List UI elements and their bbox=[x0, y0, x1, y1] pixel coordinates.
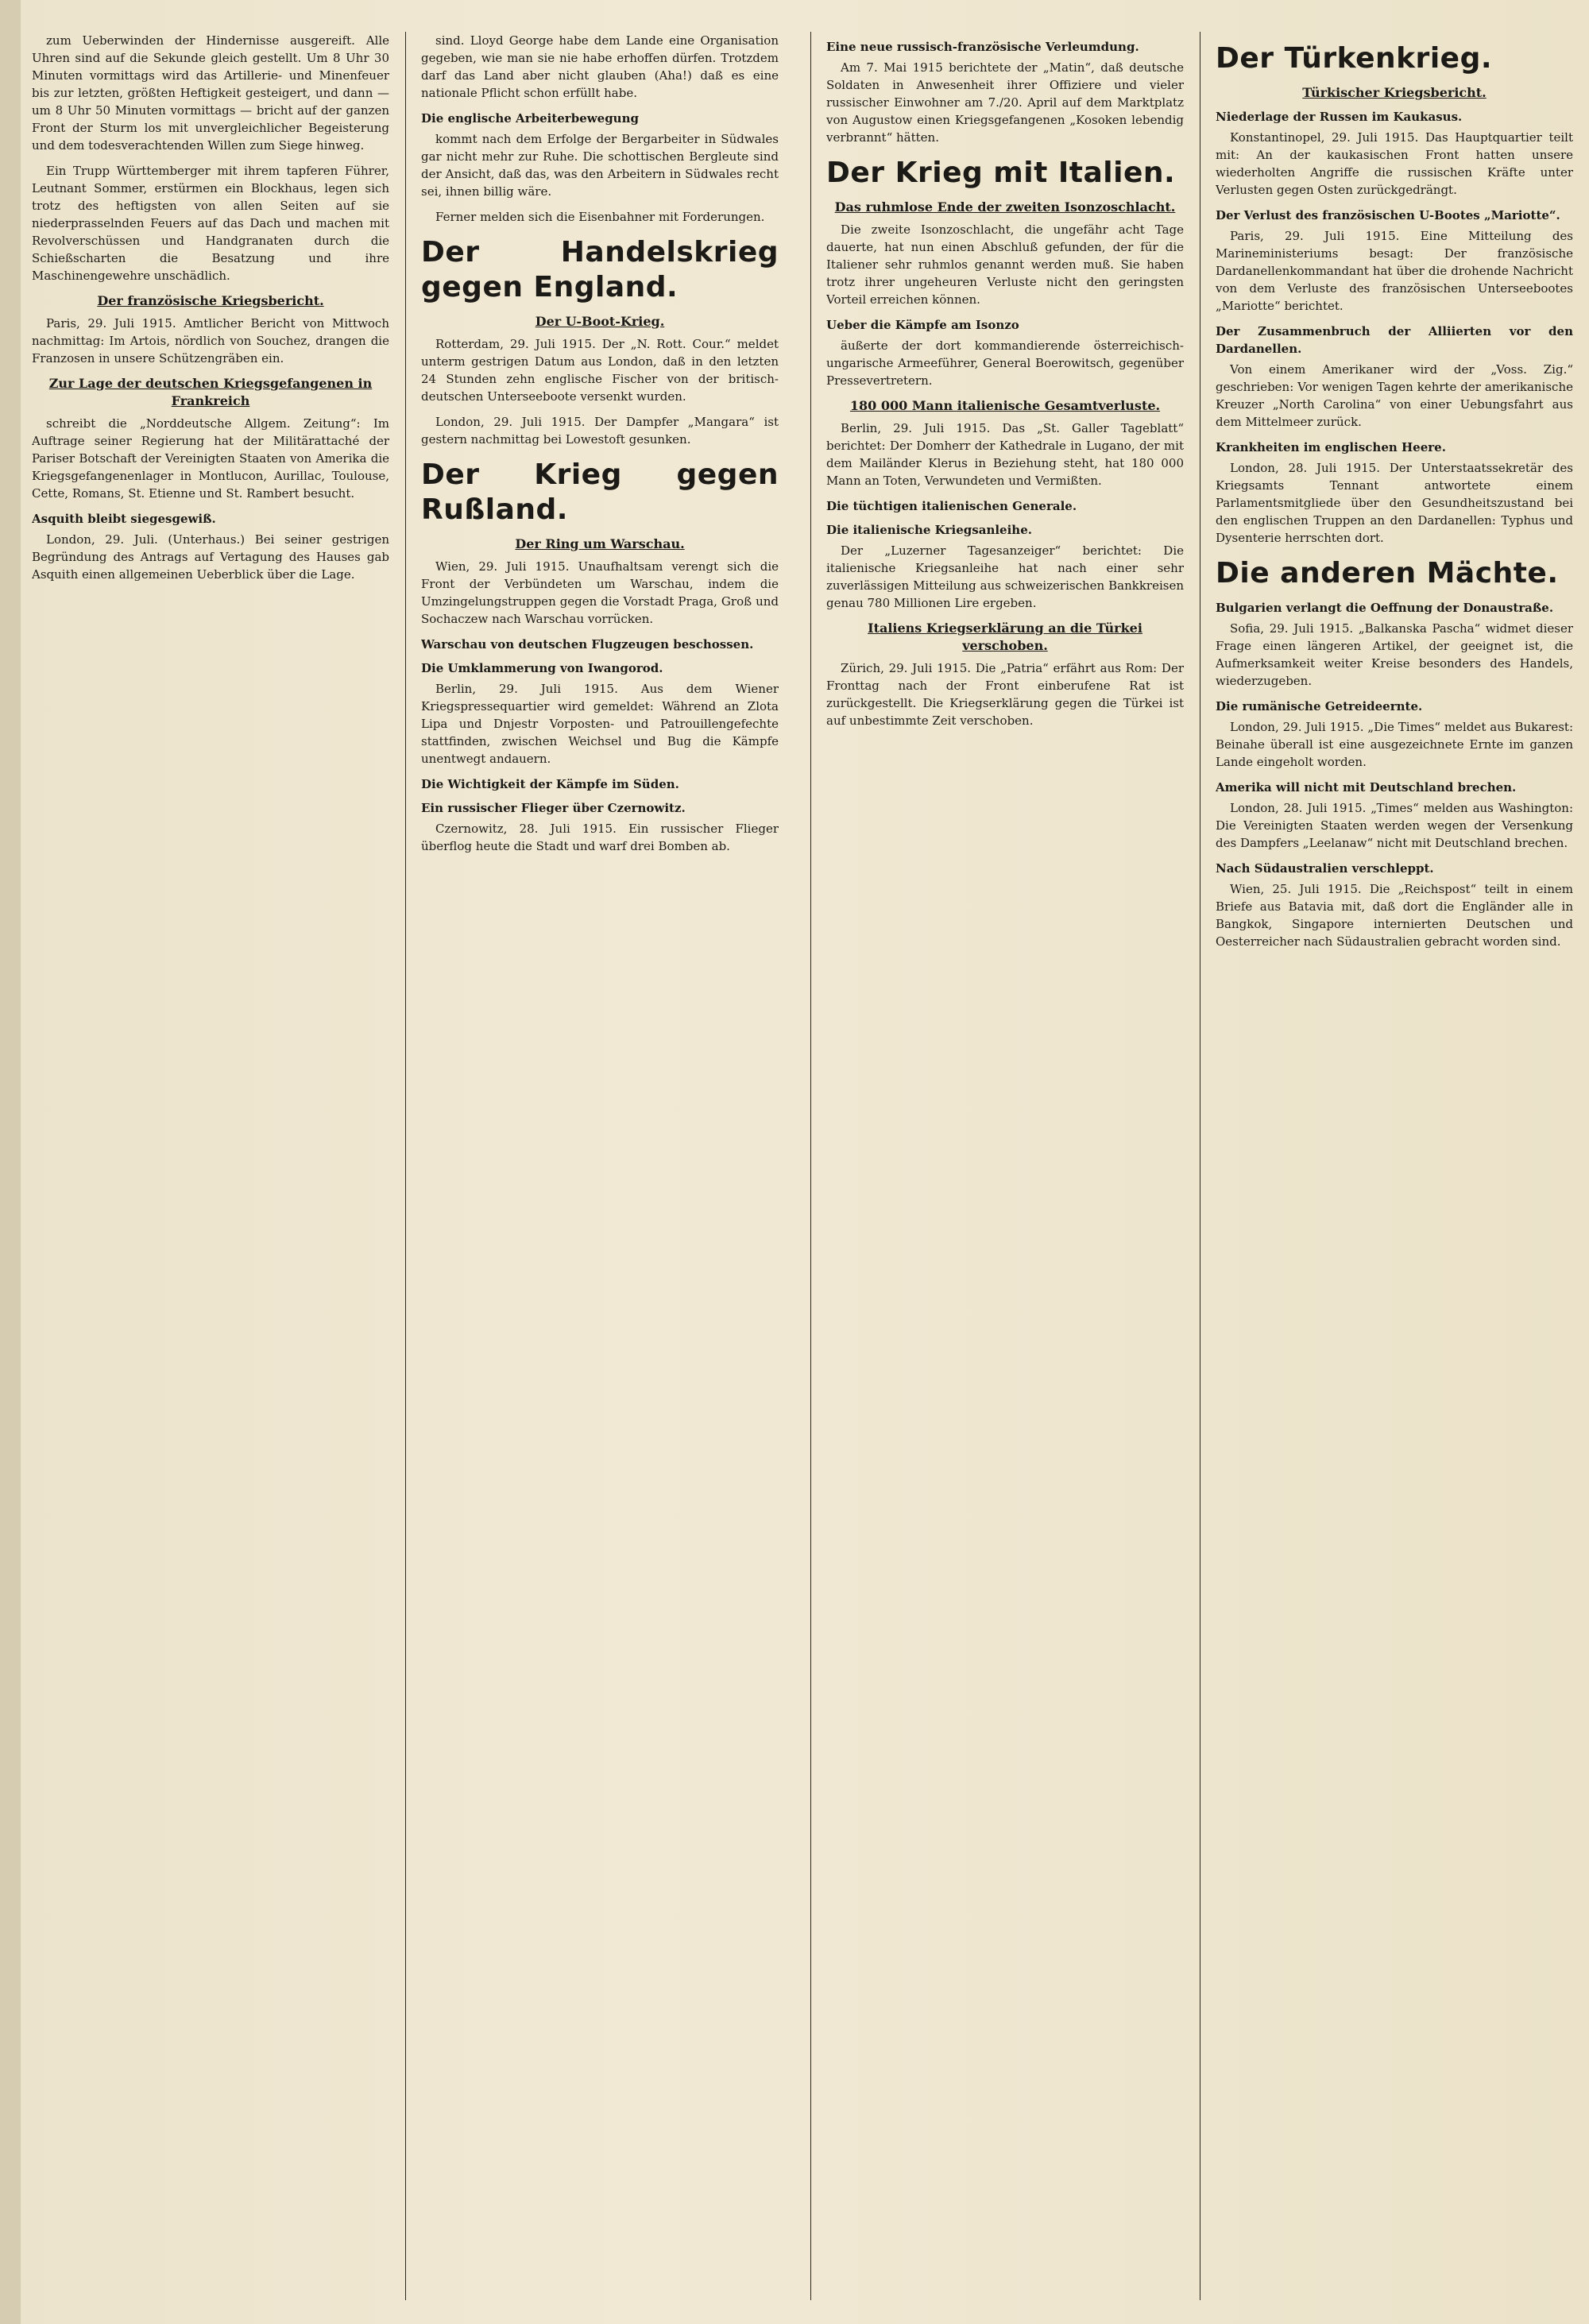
section-heading: Italiens Kriegserklärung an die Türkei verschoben. bbox=[868, 621, 1142, 653]
article-text: Der „Luzerner Tagesanzeiger“ berichtet: Die italienische Kriegsanleihe hat nach einer sehr zuverlässigen Mitteilung aus schweizerischen Bankkreisen genau 780 Millionen Lire ergeben. bbox=[826, 543, 1184, 610]
article-text: Rotterdam, 29. Juli 1915. Der „N. Rott. Cour.“ meldet unterm gestrigen Datum aus London, daß in den letzten 24 Stunden zehn englische Fischer von der britisch-deutschen Unterseeboote versenkt wurden. bbox=[421, 337, 779, 404]
section-heading: Krankheiten im englischen Heere. bbox=[1216, 440, 1446, 454]
article-text: Von einem Amerikaner wird der „Voss. Zig.“ geschrieben: Vor wenigen Tagen kehrte der amerikanische Kreuzer „North Carolina“ von einer Uebungsfahrt aus dem Mittelmeer zurück. bbox=[1216, 362, 1573, 429]
article-text: London, 28. Juli 1915. Der Unterstaatssekretär des Kriegsamts Tennant antwortete einem Parlamentsmitgliede über den Gesundheitszustand bei den englischen Truppen an den Dardanellen: Typhus und Dysenterie herrschten dort. bbox=[1216, 461, 1573, 545]
article-text: Czernowitz, 28. Juli 1915. Ein russischer Flieger überflog heute die Stadt und warf drei Bomben ab. bbox=[421, 822, 779, 853]
section-heading: Die rumänische Getreideernte. bbox=[1216, 699, 1423, 713]
section-heading: Amerika will nicht mit Deutschland brechen. bbox=[1216, 780, 1517, 795]
article-text: Sofia, 29. Juli 1915. „Balkanska Pascha“ widmet dieser Frage einen längeren Artikel, der geeignet ist, die Aufmerksamkeit weiter Kreise besonders des Handels, wiederzugeben. bbox=[1216, 621, 1573, 688]
article-text: London, 29. Juli 1915. „Die Times“ meldet aus Bukarest: Beinahe überall ist eine ausgezeichnete Ernte im ganzen Lande eingeholt worden. bbox=[1216, 720, 1573, 769]
article-text: kommt nach dem Erfolge der Bergarbeiter in Südwales gar nicht mehr zur Ruhe. Die schottischen Bergleute sind der Ansicht, daß das, was den Arbeitern in Südwales recht sei, ihnen billig wäre. bbox=[421, 132, 779, 199]
section-heading: Ueber die Kämpfe am Isonzo bbox=[826, 318, 1019, 332]
article-text: zum Ueberwinden der Hindernisse ausgereift. Alle Uhren sind auf die Sekunde gleich gestellt. Um 8 Uhr 30 Minuten vormittags wird das Artillerie- und Minenfeuer bis zur letzten, größten Heftigkeit gesteigert, und dann — um 8 Uhr 50 Minuten vormittags — bricht auf der ganzen Front der Sturm los mit unvergleichlicher Begeisterung und dem todesverachtenden Willen zum Siege hinweg. bbox=[32, 33, 389, 153]
major-headline: Der Türkenkrieg. bbox=[1216, 42, 1493, 75]
major-headline: Der Krieg gegen Rußland. bbox=[421, 458, 779, 526]
major-headline: Der Handelskrieg gegen England. bbox=[421, 236, 779, 304]
section-heading: Der U-Boot-Krieg. bbox=[535, 314, 665, 329]
column-rule bbox=[405, 32, 406, 2300]
section-heading: Zur Lage der deutschen Kriegsgefangenen in Frankreich bbox=[48, 376, 373, 408]
section-heading: Der französische Kriegsbericht. bbox=[97, 293, 324, 308]
section-heading: Das ruhmlose Ende der zweiten Isonzoschlacht. bbox=[834, 199, 1176, 215]
section-heading: Der Zusammenbruch der Alliierten vor den Dardanellen. bbox=[1216, 324, 1573, 356]
section-heading: Die Wichtigkeit der Kämpfe im Süden. bbox=[421, 777, 679, 791]
section-heading: Niederlage der Russen im Kaukasus. bbox=[1216, 110, 1463, 124]
section-heading: Der Ring um Warschau. bbox=[515, 536, 685, 551]
article-text: schreibt die „Norddeutsche Allgem. Zeitung“: Im Auftrage seiner Regierung hat der Militärattaché der Pariser Botschaft der Vereinigten Staaten von Amerika die Kriegsgefangenenlager in Montlucon, Aurillac, Toulouse, Cette, Romans, St. Etienne und St. Rambert besucht. bbox=[32, 416, 389, 501]
article-text: äußerte der dort kommandierende österreichisch-ungarische Armeeführer, General Boerowitsch, gegenüber Pressevertretern. bbox=[826, 338, 1184, 388]
article-text: Die zweite Isonzoschlacht, die ungefähr acht Tage dauerte, hat nun einen Abschluß gefunden, der für die Italiener sehr ruhmlos genannt werden muß. Sie haben trotz ihrer ungeheuren Verluste nicht den geringsten Vorteil erreichen können. bbox=[826, 222, 1184, 307]
article-text: Ein Trupp Württemberger mit ihrem tapferen Führer, Leutnant Sommer, erstürmen ein Blockhaus, legen sich trotz des heftigsten von allen Seiten auf sie niederprasselnden Feuers auf das Dach und machen mit Revolverschüssen und Handgranaten durch die Schießscharten die Besatzung und ihre Maschinengewehre unschädlich. bbox=[32, 164, 389, 283]
section-heading: Eine neue russisch-französische Verleumdung. bbox=[826, 40, 1139, 54]
article-text: Wien, 25. Juli 1915. Die „Reichspost“ teilt in einem Briefe aus Batavia mit, daß dort die Engländer alle in Bangkok, Singapore internierten Deutschen und Oesterreicher nach Südaustralien gebracht worden sind. bbox=[1216, 882, 1573, 949]
major-headline: Der Krieg mit Italien. bbox=[826, 157, 1176, 189]
column-1 bbox=[32, 32, 389, 2300]
article-text: London, 29. Juli 1915. Der Dampfer „Mangara“ ist gestern nachmittag bei Lowestoft gesunken. bbox=[421, 415, 779, 447]
section-heading: Warschau von deutschen Flugzeugen beschossen. bbox=[421, 637, 754, 652]
article-text: Ferner melden sich die Eisenbahner mit Forderungen. bbox=[435, 210, 765, 224]
section-heading: 180 000 Mann italienische Gesamtverluste. bbox=[849, 398, 1161, 413]
section-heading: Die italienische Kriegsanleihe. bbox=[826, 523, 1032, 537]
column-rule bbox=[810, 32, 811, 2300]
article-text: London, 28. Juli 1915. „Times“ melden aus Washington: Die Vereinigten Staaten werden wegen der Versenkung des Dampfers „Leelanaw“ nicht mit Deutschland brechen. bbox=[1216, 801, 1573, 850]
section-heading: Türkischer Kriegsbericht. bbox=[1302, 85, 1487, 100]
article-text: Konstantinopel, 29. Juli 1915. Das Hauptquartier teilt mit: An der kaukasischen Front hatten unsere wiederholten Angriffe die russischen Kräfte unter Verlusten gegen Osten zurückgedrängt. bbox=[1216, 130, 1573, 197]
section-heading: Bulgarien verlangt die Oeffnung der Donaustraße. bbox=[1216, 601, 1554, 615]
article-text: sind. Lloyd George habe dem Lande eine Organisation gegeben, wie man sie nie habe erhoffen dürfen. Trotzdem darf das Land aber nicht glauben (Aha!) daß es eine nationale Pflicht schon erfüllt habe. bbox=[421, 33, 779, 100]
major-headline: Die anderen Mächte. bbox=[1216, 557, 1559, 590]
article-text: Am 7. Mai 1915 berichtete der „Matin“, daß deutsche Soldaten in Anwesenheit ihrer Offiziere und vieler russischer Einwohner am 7./20. April auf dem Marktplatz von Augustow einen Kriegsgefangenen „Kosoken lebendig verbrannt“ hätten. bbox=[826, 60, 1184, 145]
article-text: Zürich, 29. Juli 1915. Die „Patria“ erfährt aus Rom: Der Fronttag nach der Front einberufene Rat ist zurückgestellt. Die Kriegserklärung gegen die Türkei ist auf unbestimmte Zeit verschoben. bbox=[826, 661, 1184, 728]
section-heading: Die Umklammerung von Iwangorod. bbox=[421, 661, 663, 675]
page-edge bbox=[0, 0, 21, 2324]
section-heading: Die tüchtigen italienischen Generale. bbox=[826, 499, 1077, 513]
section-heading: Asquith bleibt siegesgewiß. bbox=[32, 512, 216, 526]
article-text: Berlin, 29. Juli 1915. Aus dem Wiener Kriegspressequartier wird gemeldet: Während an Zlota Lipa und Dnjestr Vorposten- und Patrouillengefechte stattfinden, zwischen Weichsel und Bug die Kämpfe unentwegt andauern. bbox=[421, 682, 779, 766]
article-text: Paris, 29. Juli 1915. Amtlicher Bericht von Mittwoch nachmittag: Im Artois, nördlich von Souchez, drangen die Franzosen in unsere Schützengräben ein. bbox=[32, 316, 389, 365]
section-heading: Ein russischer Flieger über Czernowitz. bbox=[421, 801, 686, 815]
section-heading: Der Verlust des französischen U-Bootes „Mariotte“. bbox=[1216, 208, 1560, 222]
column-4 bbox=[1216, 32, 1573, 2300]
article-text: Berlin, 29. Juli 1915. Das „St. Galler Tageblatt“ berichtet: Der Domherr der Kathedrale in Lugano, der mit dem Mailänder Klerus in Beziehung steht, hat 180 000 Mann an Toten, Verwundeten und Vermißten. bbox=[826, 421, 1184, 488]
article-text: Wien, 29. Juli 1915. Unaufhaltsam verengt sich die Front der Verbündeten um Warschau, indem die Umzingelungstruppen gegen die Vorstadt Praga, Groß und Sochaczew nach Warschau vorrücken. bbox=[421, 559, 779, 626]
article-text: London, 29. Juli. (Unterhaus.) Bei seiner gestrigen Begründung des Antrags auf Vertagung des Hauses gab Asquith einen allgemeinen Ueberblick über die Lage. bbox=[32, 532, 389, 582]
column-3 bbox=[826, 32, 1184, 2300]
article-text: Paris, 29. Juli 1915. Eine Mitteilung des Marineministeriums besagt: Der französische Dardanellenkommandant hat über die drohende Nachricht von dem Verluste des französischen Unterseebootes „Mariotte“ berichtet. bbox=[1216, 229, 1573, 313]
section-heading: Die englische Arbeiterbewegung bbox=[421, 111, 639, 126]
section-heading: Nach Südaustralien verschleppt. bbox=[1216, 861, 1434, 876]
column-2 bbox=[421, 32, 779, 2300]
